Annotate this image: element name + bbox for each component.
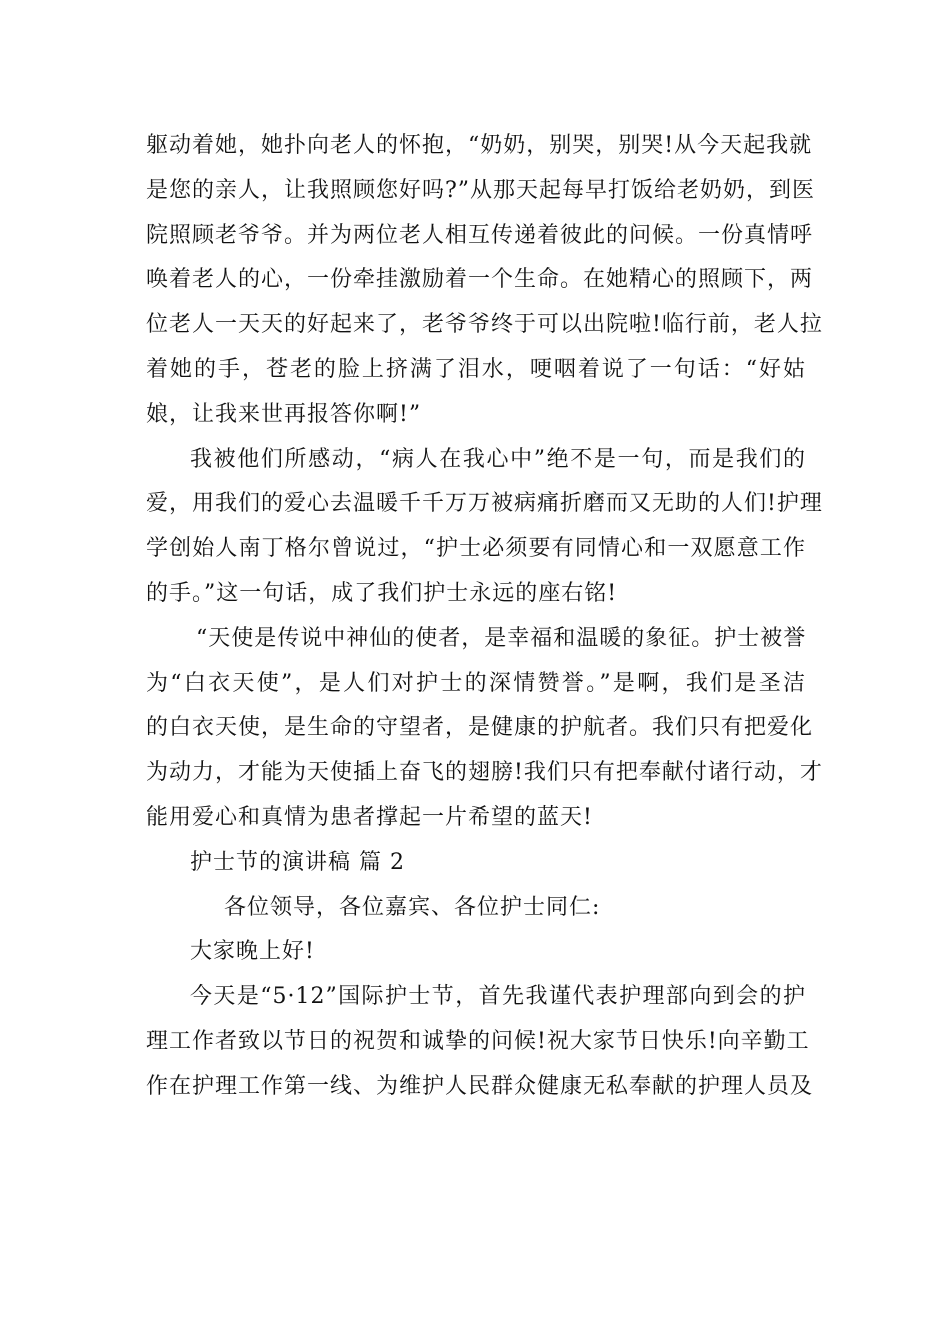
salutation-text: 各位领导，各位嘉宾、各位护士同仁: xyxy=(224,894,601,920)
document-body xyxy=(146,124,823,1110)
text-line: 着她的手，苍老的脸上挤满了泪水，哽咽着说了一句话：“好姑 xyxy=(146,356,806,382)
text-line: 躯动着她，她扑向老人的怀抱，“奶奶，别哭，别哭!从今天起我就 xyxy=(146,133,813,158)
text-line: 的手。”这一句话，成了我们护士永远的座右铭! xyxy=(146,580,618,606)
text-line: 爱，用我们的爱心去温暖千千万万被病痛折磨而又无助的人们!护理 xyxy=(146,491,823,517)
paragraph-moved xyxy=(146,438,823,617)
greeting-text: 大家晚上好! xyxy=(190,939,315,965)
text-line: 为动力，才能为天使插上奋飞的翅膀!我们只有把奉献付诸行动，才 xyxy=(146,760,823,786)
text-line: 我被他们所感动，“病人在我心中”绝不是一句，而是我们的 xyxy=(190,446,806,472)
paragraph-angels xyxy=(146,617,823,841)
greeting xyxy=(146,930,806,975)
paragraph-nurses-day xyxy=(146,975,814,1109)
text-line: 位老人一天天的好起来了，老爷爷终于可以出院啦!临行前，老人拉 xyxy=(146,312,823,338)
text-line: 理工作者致以节日的祝贺和诚挚的问候!祝大家节日快乐!向辛勤工 xyxy=(146,1028,810,1054)
section-heading-text: 护士节的演讲稿 篇 2 xyxy=(190,849,405,875)
text-line: 唤着老人的心，一份牵挂激励着一个生命。在她精心的照顾下，两 xyxy=(146,267,814,293)
text-line: “天使是传说中神仙的使者，是幸福和温暖的象征。护士被誉 xyxy=(196,625,807,651)
text-line: 学创始人南丁格尔曾说过，“护士必须要有同情心和一双愿意工作 xyxy=(146,536,806,562)
text-line: 是您的亲人，让我照顾您好吗?”从那天起每早打饭给老奶奶，到医 xyxy=(146,177,816,203)
text-line: 娘，让我来世再报答你啊!” xyxy=(146,401,422,427)
text-line: 能用爱心和真情为患者撑起一片希望的蓝天! xyxy=(146,804,593,830)
salutation xyxy=(146,886,806,931)
text-line: 院照顾老爷爷。并为两位老人相互传递着彼此的问候。一份真情呼 xyxy=(146,222,814,248)
text-line: 作在护理工作第一线、为维护人民群众健康无私奉献的护理人员及 xyxy=(146,1073,814,1099)
text-line: 今天是“5·12”国际护士节，首先我谨代表护理部向到会的护 xyxy=(190,984,806,1010)
text-line: 为“白衣天使”，是人们对护士的深情赞誉。”是啊，我们是圣洁 xyxy=(146,670,806,696)
paragraph-story-end xyxy=(146,124,823,438)
section-heading xyxy=(146,841,806,886)
text-line: 的白衣天使，是生命的守望者，是健康的护航者。我们只有把爱化 xyxy=(146,715,814,741)
